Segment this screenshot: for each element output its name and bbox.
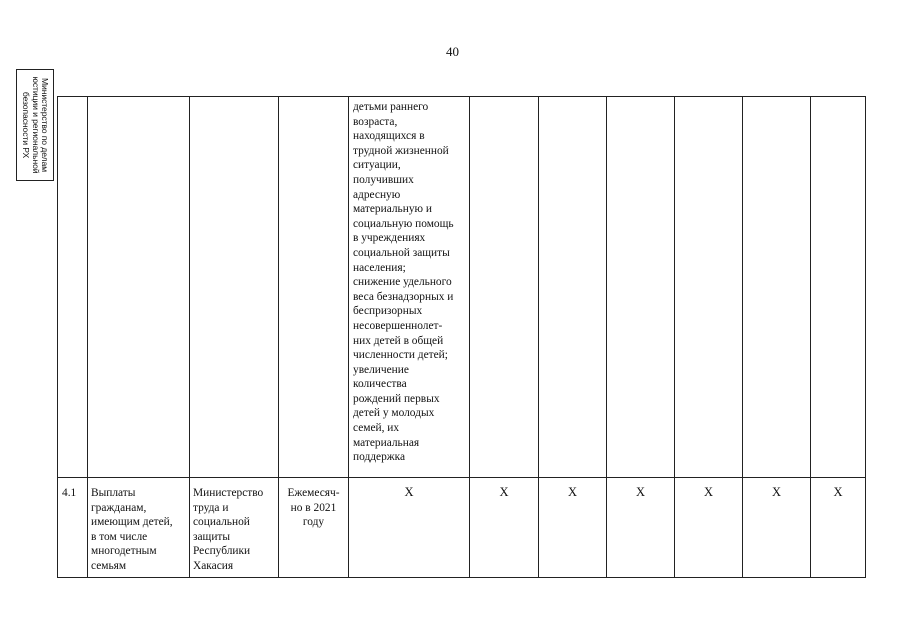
result-text-line: количества [353,378,407,391]
cell-funding-empty [811,97,866,478]
result-text-line: в учреждениях [353,232,426,245]
result-text-line: возраста, [353,115,398,128]
funding-value: Х [833,485,843,499]
execution-term [279,478,348,530]
measure-name-line: в том числе [91,530,148,543]
cell-number-empty [58,97,88,478]
stamp-text [21,70,49,180]
execution-term-line: Ежемесяч- [287,487,340,499]
result-text-line: детей у молодых [353,407,435,420]
cell-executor [190,478,279,578]
stamp-line: Министерство по делам [40,77,51,172]
cell-name-empty [88,97,190,478]
cell-funding [675,478,743,578]
cell-funding [743,478,811,578]
result-text-line: находящихся в [353,130,425,143]
executor-name-line: Хакасия [193,559,234,572]
cell-funding [539,478,607,578]
result-text-line: материальная [353,436,420,449]
execution-term-line: но в 2021 [290,501,337,514]
funding-value: Х [771,485,782,499]
cell-number [58,478,88,578]
result-text-line: социальной защиты [353,246,450,259]
result-text-line: получивших [353,173,414,186]
measure-name [88,478,189,574]
result-text-line: численности детей; [353,349,448,362]
table-row-4-1 [58,478,866,578]
result-text-line: населения; [353,261,406,274]
cell-funding [811,478,866,578]
result-text-line: несовершеннолет- [353,319,443,332]
measure-name-line: Выплаты [91,487,136,499]
result-value: Х [404,485,414,499]
executor-name-line: труда и [193,501,229,514]
result-text-line: увеличение [353,363,409,376]
cell-funding [607,478,675,578]
result-text-line: снижение удельного [353,276,452,289]
cell-funding-empty [607,97,675,478]
result-text-line: ситуации, [353,159,401,172]
row-number: 4.1 [62,487,77,499]
measure-name-line: имеющим детей, [91,516,173,529]
measure-name-line: многодетным [91,545,157,558]
executor-name-line: социальной [193,516,250,529]
cell-funding-empty [539,97,607,478]
executor-name [190,478,278,574]
result-text-line: семей, их [353,422,400,435]
result-text-line: социальную помощь [353,217,454,230]
execution-term-line: году [302,516,325,529]
cell-result [349,478,470,578]
stamp-line: юстиции и региональной [30,76,41,174]
cell-funding-empty [470,97,539,478]
funding-value: Х [635,485,646,499]
result-text-line: беспризорных [353,305,423,318]
measure-name-line: гражданам, [91,501,147,514]
result-text-line: адресную [353,188,401,201]
result-text-line: детьми раннего [353,101,429,113]
cell-term [279,478,349,578]
cell-funding-empty [675,97,743,478]
result-text-line: материальную и [353,203,432,216]
program-table [57,96,866,578]
cell-name [88,478,190,578]
funding-value: Х [499,485,509,499]
stamp-line: безопасности РХ [21,91,32,159]
table-row-continuation [58,97,866,478]
cell-funding [470,478,539,578]
cell-funding-empty [743,97,811,478]
result-text-line: рождений первых [353,392,440,405]
result-text [349,97,469,465]
funding-value: Х [567,485,578,499]
funding-value: Х [703,485,714,499]
measure-name-line: семьям [91,559,127,572]
result-text-line: поддержка [353,451,406,464]
executor-name-line: Министерство [193,487,264,499]
cell-executor-empty [190,97,279,478]
cell-result-continuation [349,97,470,478]
result-text-line: веса безнадзорных и [353,290,454,303]
registration-stamp [16,69,54,181]
result-text-line: них детей в общей [353,334,444,347]
cell-term-empty [279,97,349,478]
executor-name-line: защиты [193,530,231,543]
executor-name-line: Республики [193,545,251,558]
result-text-line: трудной жизненной [353,144,449,157]
page-number: 40 [446,44,459,59]
